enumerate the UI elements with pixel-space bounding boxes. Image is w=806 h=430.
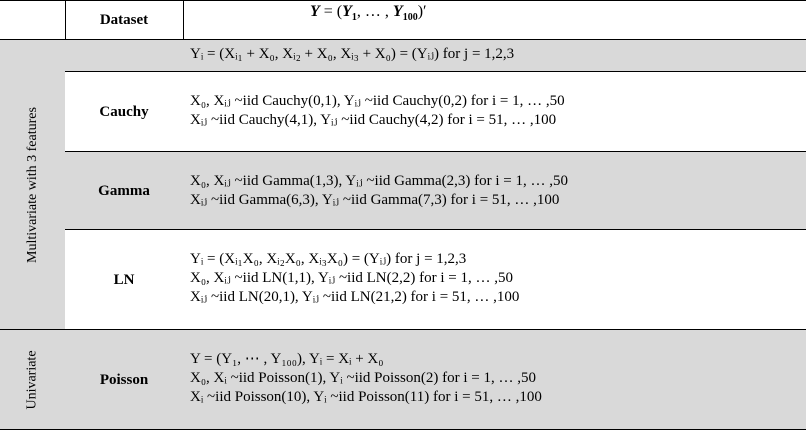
univariate-group-label: Univariate bbox=[24, 350, 40, 410]
formula-line: X₀, Xᵢ ~iid Poisson(1), Yᵢ ~iid Poisson(2) for i = 1, … ,50 bbox=[190, 370, 536, 386]
formula-line: X₀, Xᵢⱼ ~iid Gamma(1,3), Yᵢⱼ ~iid Gamma(2,3) for i = 1, … ,50 bbox=[190, 173, 568, 189]
multivariate-definition: Yᵢ = (Xᵢ₁ + X₀, Xᵢ₂ + X₀, Xᵢ₃ + X₀) = (Yᵢⱼ) for j = 1,2,3 bbox=[190, 46, 515, 62]
dataset-name-ln: LN bbox=[113, 271, 135, 288]
poisson-formulas bbox=[190, 350, 542, 407]
formula-line: Xᵢⱼ ~iid Cauchy(4,1), Yᵢⱼ ~iid Cauchy(4,2) for i = 51, … ,100 bbox=[190, 112, 557, 128]
cauchy-formulas bbox=[190, 92, 565, 130]
dataset-name-gamma: Gamma bbox=[98, 182, 150, 199]
formula-line: Xᵢⱼ ~iid Gamma(6,3), Yᵢⱼ ~iid Gamma(7,3) for i = 51, … ,100 bbox=[190, 192, 560, 208]
formula-line: Y = (Y₁, ⋯ , Y₁₀₀), Yᵢ = Xᵢ + X₀ bbox=[190, 351, 384, 367]
formula-line: X₀, Xᵢⱼ ~iid Cauchy(0,1), Yᵢⱼ ~iid Cauchy(0,2) for i = 1, … ,50 bbox=[190, 93, 565, 109]
dataset-name-poisson: Poisson bbox=[99, 371, 149, 388]
dataset-header: Dataset bbox=[99, 11, 149, 28]
response-formula: $Y = (Y_1$, … , $Y_{100})'$ bbox=[310, 3, 427, 24]
gamma-formulas bbox=[190, 172, 568, 210]
formula-line: Xᵢⱼ ~iid LN(20,1), Yᵢⱼ ~iid LN(21,2) for i = 51, … ,100 bbox=[190, 289, 520, 305]
formula-line: Yᵢ = (Xᵢ₁X₀, Xᵢ₂X₀, Xᵢ₃X₀) = (Yᵢⱼ) for j = 1,2,3 bbox=[190, 251, 467, 267]
multivariate-group-label: Multivariate with 3 features bbox=[24, 107, 40, 263]
formula-line: X₀, Xᵢⱼ ~iid LN(1,1), Yᵢⱼ ~iid LN(2,2) for i = 1, … ,50 bbox=[190, 270, 513, 286]
dataset-name-cauchy: Cauchy bbox=[99, 103, 149, 120]
ln-formulas bbox=[190, 250, 519, 307]
formula-line: Xᵢ ~iid Poisson(10), Yᵢ ~iid Poisson(11) for i = 51, … ,100 bbox=[190, 389, 542, 405]
